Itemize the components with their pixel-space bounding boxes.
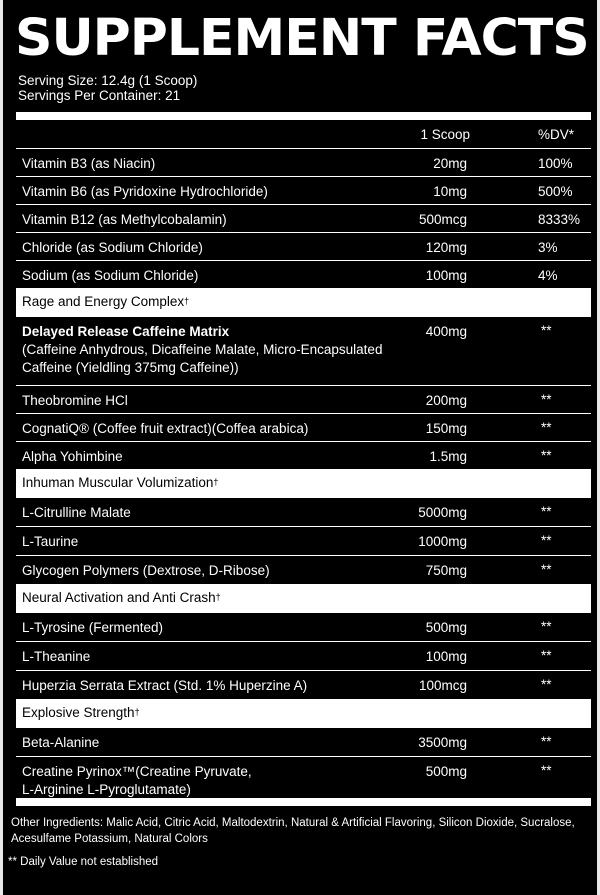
section-header-neural bbox=[16, 585, 591, 613]
ingredient-dv: ** bbox=[541, 448, 552, 463]
ingredient-amount: 3500mg bbox=[418, 735, 467, 750]
nutrient-name: Vitamin B3 (as Niacin) bbox=[22, 156, 156, 171]
ingredient-name: L-Theanine bbox=[22, 649, 91, 664]
supplement-facts-panel bbox=[3, 0, 597, 895]
table-row bbox=[16, 414, 591, 442]
ingredient-name-line2: L-Arginine L-Pyroglutamate) bbox=[22, 782, 191, 797]
nutrient-dv: 3% bbox=[538, 240, 558, 255]
table-row bbox=[16, 671, 591, 700]
ingredient-amount: 5000mg bbox=[418, 505, 467, 520]
nutrient-amount: 120mg bbox=[425, 240, 467, 255]
table-row bbox=[16, 556, 591, 585]
table-row bbox=[16, 498, 591, 527]
table-header bbox=[16, 120, 591, 149]
servings-per-container: Servings Per Container: 21 bbox=[18, 88, 181, 103]
dv-column-header: %DV* bbox=[538, 127, 575, 142]
nutrient-name: Vitamin B12 (as Methylcobalamin) bbox=[22, 212, 227, 227]
nutrient-dv: 100% bbox=[538, 156, 573, 171]
ingredient-name-line1: Creatine Pyrinox™(Creatine Pyruvate, bbox=[22, 764, 252, 779]
nutrient-name: Chloride (as Sodium Chloride) bbox=[22, 240, 203, 255]
ingredient-name: Huperzia Serrata Extract (Std. 1% Huperzine A) bbox=[22, 678, 308, 693]
top-divider bbox=[16, 112, 591, 120]
table-row bbox=[16, 177, 591, 205]
section-header-volumization bbox=[16, 470, 591, 498]
table-row bbox=[16, 317, 591, 386]
nutrient-dv: 8333% bbox=[538, 212, 581, 227]
table-row bbox=[16, 386, 591, 414]
amount-column-header: 1 Scoop bbox=[420, 127, 470, 142]
dagger-mark: † bbox=[213, 477, 219, 487]
section-title: Explosive Strength bbox=[22, 705, 135, 720]
nutrient-amount: 20mg bbox=[433, 156, 467, 171]
ingredient-name: L-Taurine bbox=[22, 534, 79, 549]
section-header-explosive bbox=[16, 700, 591, 728]
ingredient-name: Beta-Alanine bbox=[22, 735, 100, 750]
table-row bbox=[16, 205, 591, 233]
serving-size: Serving Size: 12.4g (1 Scoop) bbox=[18, 73, 198, 88]
ingredient-amount: 100mcg bbox=[418, 678, 467, 693]
dagger-mark: † bbox=[134, 707, 140, 717]
ingredient-name: L-Citrulline Malate bbox=[22, 505, 131, 520]
nutrient-amount: 100mg bbox=[425, 268, 467, 283]
ingredient-amount: 750mg bbox=[425, 563, 467, 578]
section-title: Rage and Energy Complex bbox=[22, 294, 185, 309]
dagger-mark: † bbox=[215, 592, 221, 602]
table-row bbox=[16, 527, 591, 556]
table-row bbox=[16, 728, 591, 757]
nutrient-amount: 10mg bbox=[433, 184, 467, 199]
ingredient-dv: ** bbox=[541, 648, 552, 663]
ingredient-name: Delayed Release Caffeine Matrix bbox=[22, 324, 230, 339]
ingredient-name: Theobromine HCl bbox=[22, 393, 128, 408]
ingredient-amount: 200mg bbox=[425, 393, 467, 408]
ingredient-dv: ** bbox=[541, 504, 552, 519]
ingredient-amount: 400mg bbox=[425, 324, 467, 339]
ingredient-dv: ** bbox=[541, 677, 552, 692]
ingredient-amount: 500mg bbox=[425, 620, 467, 635]
table-row bbox=[16, 642, 591, 671]
ingredient-dv: ** bbox=[541, 323, 552, 338]
table-row bbox=[16, 613, 591, 642]
ingredient-detail: (Caffeine Anhydrous, Dicaffeine Malate, Micro-Encapsulated Caffeine (Yieldling 375mg Caffeine)) bbox=[22, 342, 383, 375]
facts-table bbox=[16, 120, 591, 807]
section-title: Inhuman Muscular Volumization bbox=[22, 475, 214, 490]
ingredient-dv: ** bbox=[541, 392, 552, 407]
bottom-divider bbox=[16, 798, 591, 806]
table-row bbox=[16, 149, 591, 177]
nutrient-dv: 500% bbox=[538, 184, 573, 199]
section-title: Neural Activation and Anti Crash bbox=[22, 590, 216, 605]
ingredient-amount: 500mg bbox=[425, 764, 467, 779]
ingredient-name: L-Tyrosine (Fermented) bbox=[22, 620, 164, 635]
daily-value-note: ** Daily Value not established bbox=[8, 856, 159, 868]
other-ingredients: Other Ingredients: Malic Acid, Citric Acid, Maltodextrin, Natural & Artificial Flavoring, Silicon Dioxide, Sucralose, Acesulfame Potassium, Natural Colors bbox=[11, 817, 575, 845]
nutrient-dv: 4% bbox=[538, 268, 558, 283]
table-row bbox=[16, 261, 591, 289]
dagger-mark: † bbox=[184, 296, 190, 306]
ingredient-dv: ** bbox=[541, 763, 552, 778]
ingredient-dv: ** bbox=[541, 420, 552, 435]
ingredient-name: Alpha Yohimbine bbox=[22, 449, 123, 464]
serving-info bbox=[18, 73, 197, 103]
ingredient-dv: ** bbox=[541, 619, 552, 634]
ingredient-dv: ** bbox=[541, 734, 552, 749]
nutrient-name: Sodium (as Sodium Chloride) bbox=[22, 268, 199, 283]
nutrient-amount: 500mcg bbox=[418, 212, 467, 227]
ingredient-amount: 150mg bbox=[425, 421, 467, 436]
ingredient-dv: ** bbox=[541, 562, 552, 577]
ingredient-amount: 100mg bbox=[425, 649, 467, 664]
ingredient-amount: 1.5mg bbox=[429, 449, 467, 464]
ingredient-amount: 1000mg bbox=[418, 534, 467, 549]
section-header-rage bbox=[16, 289, 591, 317]
ingredient-dv: ** bbox=[541, 533, 552, 548]
ingredient-name: CognatiQ® (Coffee fruit extract)(Coffea arabica) bbox=[22, 421, 309, 436]
nutrient-name: Vitamin B6 (as Pyridoxine Hydrochloride) bbox=[22, 184, 268, 199]
panel-title: SUPPLEMENT FACTS bbox=[15, 9, 589, 68]
table-row bbox=[16, 233, 591, 261]
table-row bbox=[16, 442, 591, 470]
ingredient-name: Glycogen Polymers (Dextrose, D-Ribose) bbox=[22, 563, 270, 578]
